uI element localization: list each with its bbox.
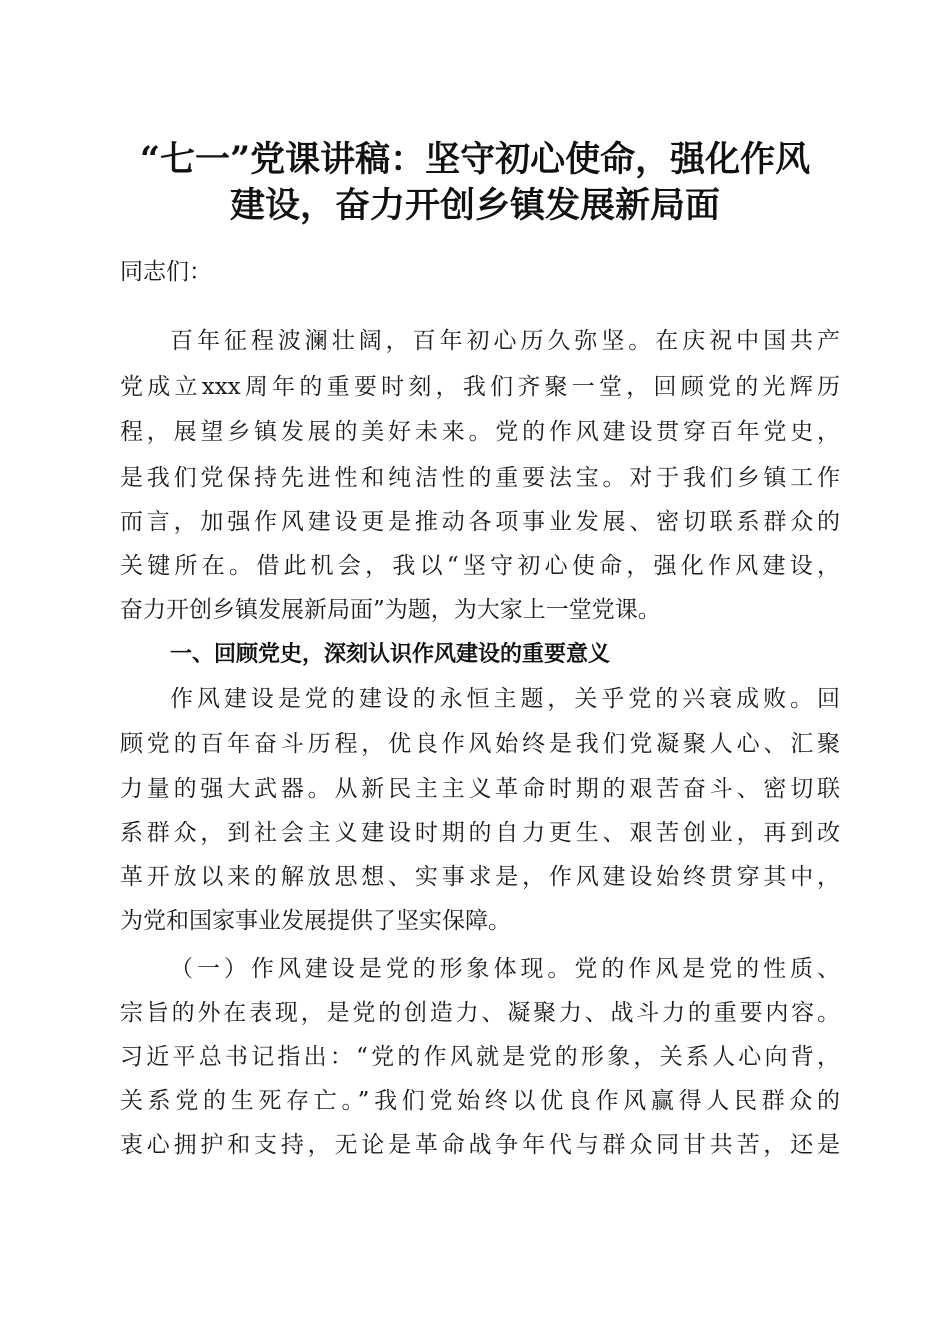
section-heading-1: 一、回顾党史，深刻认识作风建设的重要意义	[170, 642, 611, 667]
title-line-2: 建设，奋力开创乡镇发展新局面	[229, 185, 720, 226]
title-line-1: “七一”党课讲稿：坚守初心使命，强化作风	[139, 139, 811, 180]
subsection1-line: 宗旨的外在表现，是党的创造力、凝聚力、战斗力的重要内容。	[120, 1000, 840, 1026]
intro-line: 关键所在。借此机会，我以“坚守初心使命，强化作风建设，	[120, 553, 840, 579]
intro-line: 百年征程波澜壮阔，百年初心历久弥坚。在庆祝中国共产	[170, 328, 840, 354]
section1-line: 作风建设是党的建设的永恒主题，关乎党的兴衰成败。回	[170, 686, 840, 712]
section1-line: 顾党的百年奋斗历程，优良作风始终是我们党凝聚人心、汇聚	[120, 731, 840, 757]
section1-line: 革开放以来的解放思想、实事求是，作风建设始终贯穿其中，	[120, 864, 840, 890]
section1-line: 为党和国家事业发展提供了坚实保障。	[120, 908, 511, 934]
salutation: 同志们：	[120, 259, 212, 285]
intro-line: 奋力开创乡镇发展新局面”为题，为大家上一堂党课。	[120, 597, 661, 623]
intro-line: 程，展望乡镇发展的美好未来。党的作风建设贯穿百年党史，	[120, 419, 840, 445]
subsection1-line: 关系党的生死存亡。”我们党始终以优良作风赢得人民群众的	[120, 1088, 840, 1114]
intro-line: 是我们党保持先进性和纯洁性的重要法宝。对于我们乡镇工作	[120, 465, 840, 491]
section1-line: 系群众，到社会主义建设时期的自力更生、艰苦创业，再到改	[120, 820, 840, 846]
subsection1-line: 习近平总书记指出：“党的作风就是党的形象，关系人心向背，	[120, 1044, 840, 1070]
intro-line: 而言，加强作风建设更是推动各项事业发展、密切联系群众的	[120, 509, 840, 535]
section1-line: 力量的强大武器。从新民主主义革命时期的艰苦奋斗、密切联	[120, 776, 840, 802]
subsection1-line: 衷心拥护和支持，无论是革命战争年代与群众同甘共苦，还是	[120, 1132, 840, 1158]
intro-line: 党成立xxx周年的重要时刻，我们齐聚一堂，回顾党的光辉历	[120, 374, 840, 400]
subsection1-line: （一）作风建设是党的形象体现。党的作风是党的性质、	[170, 956, 840, 982]
